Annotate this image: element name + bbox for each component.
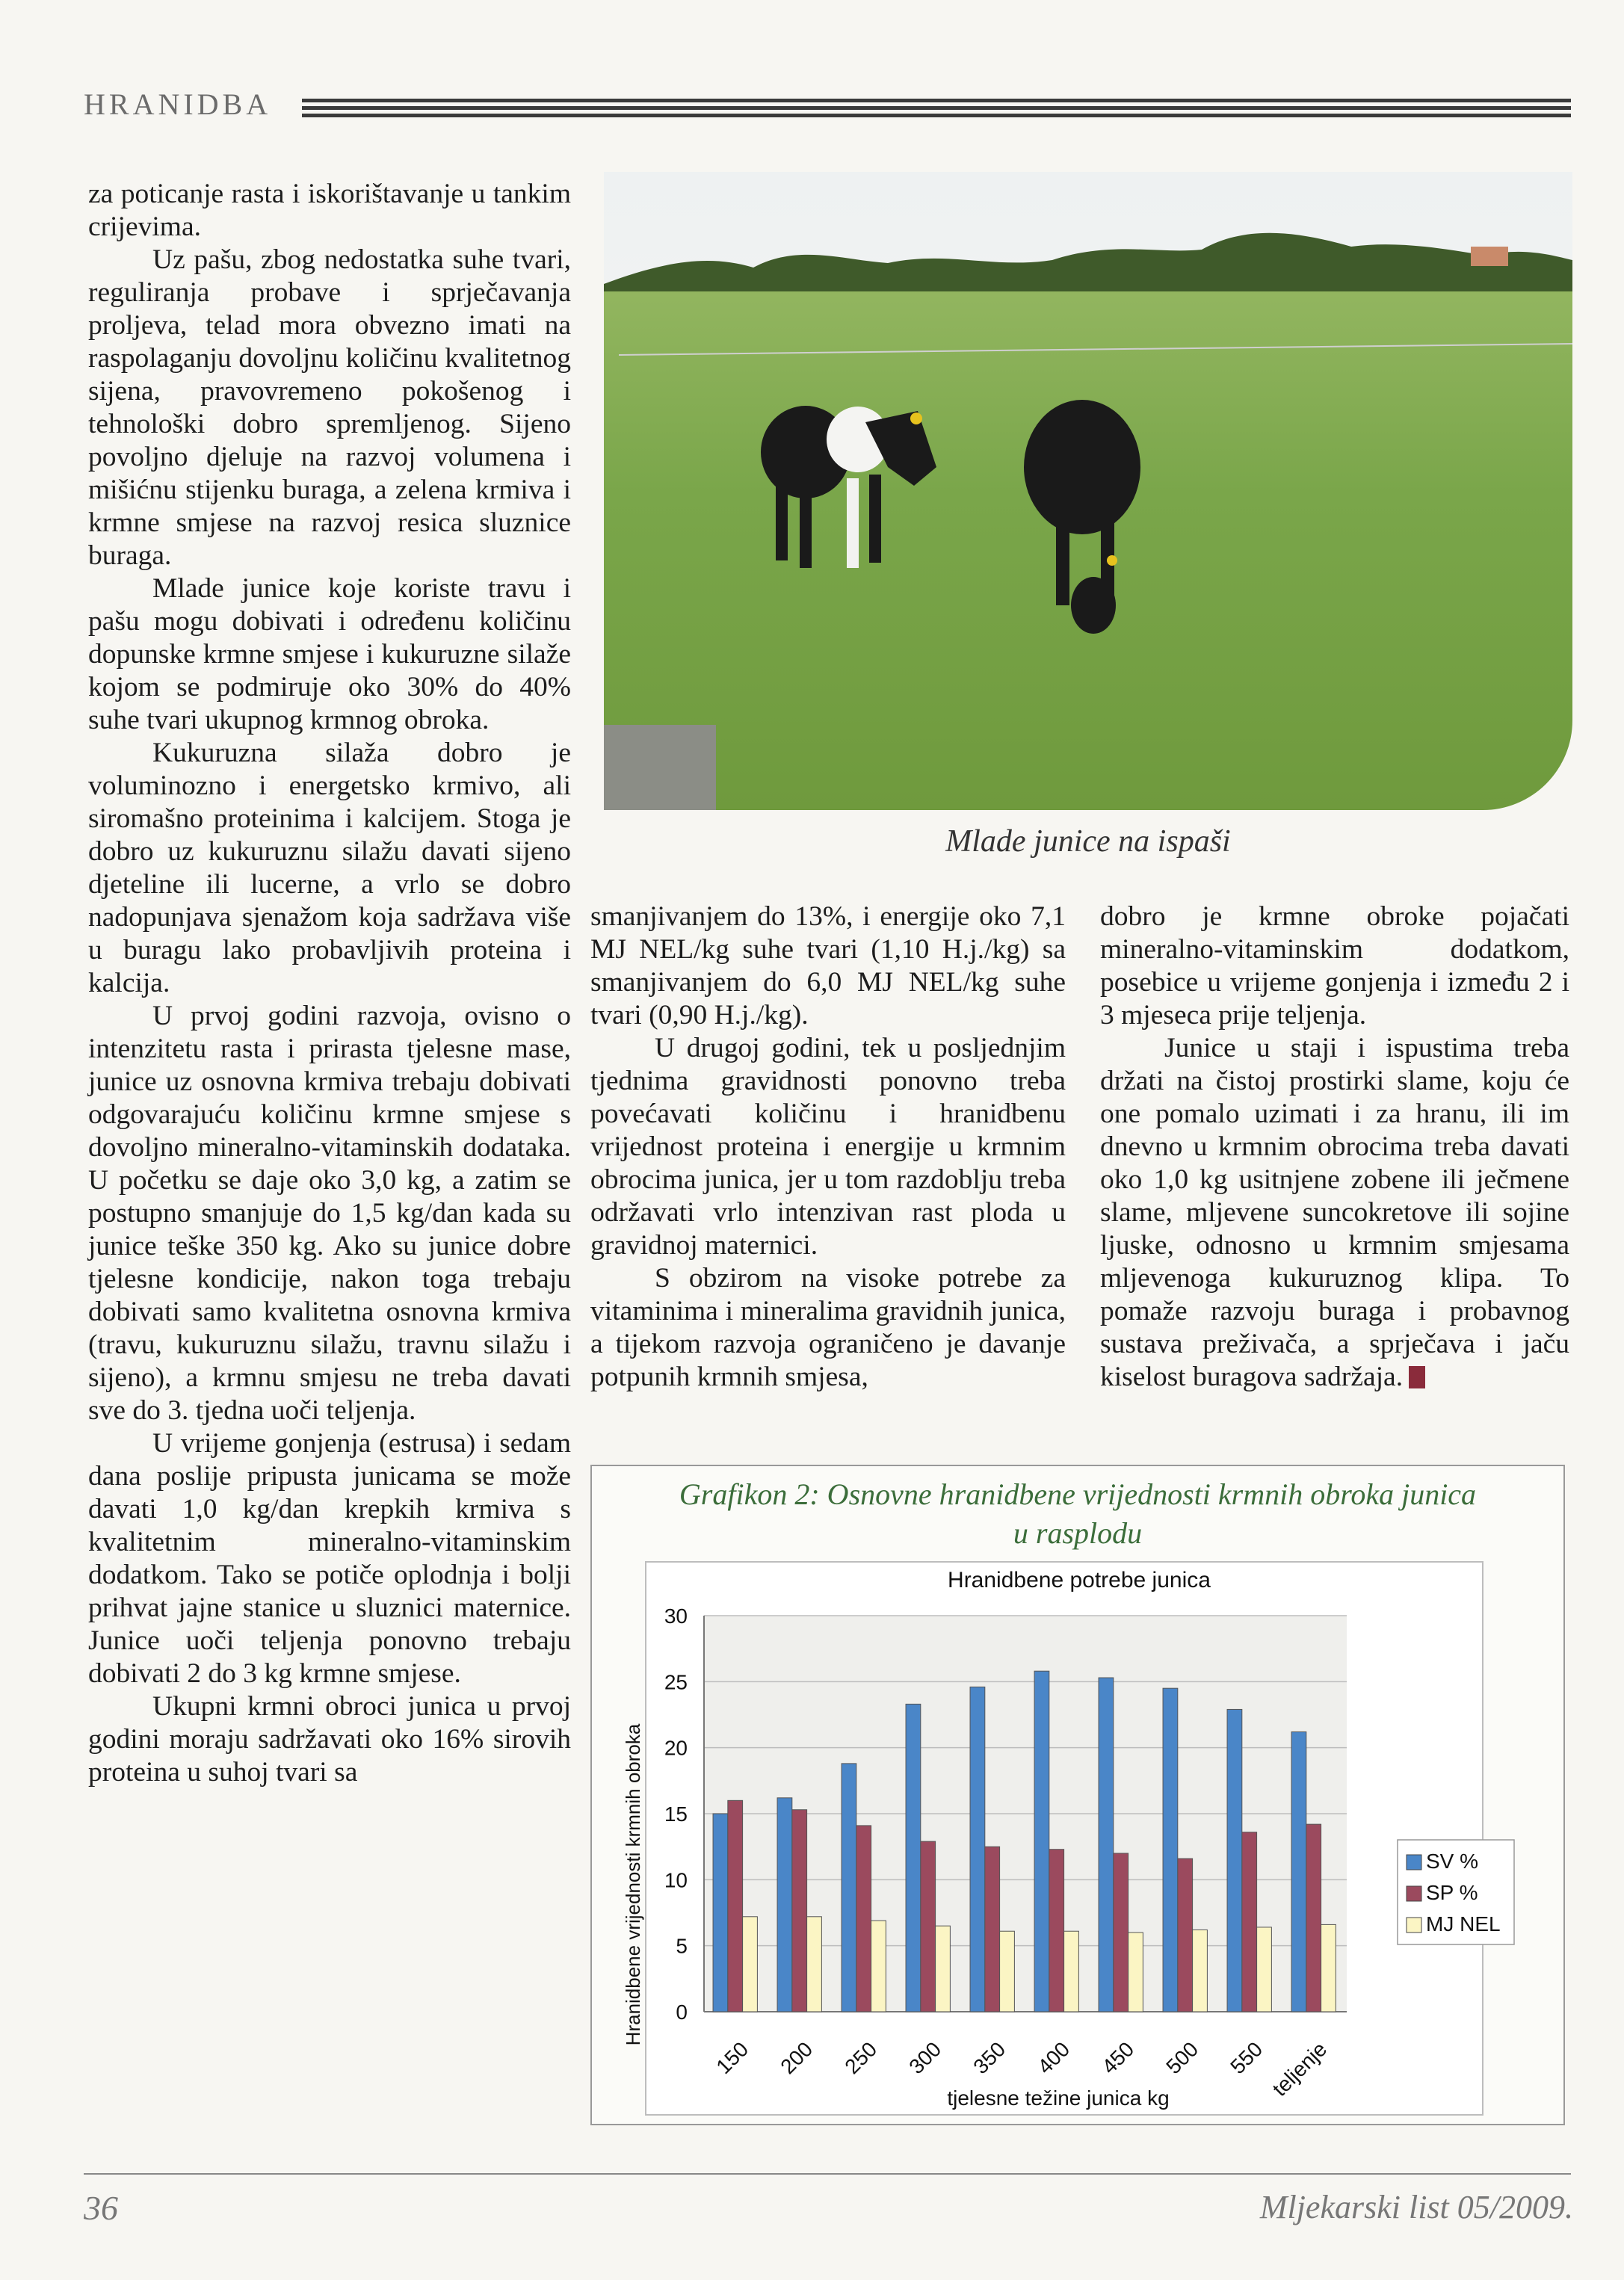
bar — [1227, 1709, 1242, 2012]
bar — [728, 1800, 743, 2012]
y-tick-label: 20 — [664, 1736, 688, 1760]
x-tick-label: teljenje — [1268, 2037, 1332, 2101]
bar — [1163, 1688, 1178, 2012]
bar — [1306, 1824, 1321, 2012]
bar — [792, 1810, 807, 2012]
paragraph: S obzirom na visoke potrebe za vitaminima i mineralima gravidnih junica, a tijekom razvoja ograničeno je davanje potpunih krmnih smjesa, — [590, 1263, 1066, 1392]
paragraph: smanjivanjem do 13%, i energije oko 7,1 MJ NEL/kg suhe tvari (1,10 H.j./kg) sa smanjivanjem do 6,0 MJ NEL/kg suhe tvari (0,90 H.j./kg). — [590, 901, 1066, 1031]
paragraph: dobro je krmne obroke pojačati mineralno-vitaminskim dodatkom, posebice u vrijeme gonjenja i između 2 i 3 mjeseca prije teljenja. — [1100, 901, 1569, 1031]
y-axis-label: Hranidbene vrijednosti krmnih obroka — [622, 1723, 644, 2046]
y-tick-label: 25 — [664, 1670, 688, 1694]
paragraph — [1100, 1032, 1569, 1394]
bar — [807, 1917, 822, 2012]
bar — [1257, 1927, 1272, 2012]
paragraph: za poticanje rasta i iskorištavanje u tankim crijevima. — [88, 179, 571, 242]
heifers-photo — [604, 172, 1572, 810]
text-column-3 — [1100, 900, 1569, 1394]
paragraph: Ukupni krmni obroci junica u prvoj godini moraju sadržavati oko 16% sirovih proteina u suhoj tvari sa — [88, 1691, 571, 1788]
bar — [1000, 1931, 1015, 2012]
text-column-1 — [88, 178, 571, 1789]
bar — [1193, 1930, 1208, 2012]
legend-label: SV % — [1426, 1850, 1479, 1873]
bar — [777, 1798, 792, 2012]
legend-swatch — [1407, 1855, 1421, 1870]
y-tick-label: 5 — [676, 1934, 688, 1958]
x-tick-label: 250 — [840, 2037, 882, 2079]
x-tick-label: 400 — [1033, 2037, 1075, 2079]
page-header — [84, 88, 1571, 121]
paragraph: U prvoj godini razvoja, ovisno o intenzitetu rasta i prirasta tjelesne mase, junice uz osnovna krmiva trebaju dobivati odgovarajuću količinu krmne smjese s dovoljno mineralno-vitaminskih dodataka. U početku se daje oko 3,0 kg, a zatim se postupno smanjuje do 1,5 kg/dan kada su junice teške 350 kg. Ako su junice dobre tjelesne kondicije, nakon toga trebaju dobivati samo kvalitetna osnovna krmiva (travu, kukuruznu silažu, travnu silažu i sijeno), a krmnu smjesu ne treba davati sve do 3. tjedna uoči teljenja. — [88, 1001, 571, 1426]
legend-label: SP % — [1426, 1881, 1478, 1904]
bar — [1099, 1678, 1114, 2012]
header-rule — [302, 99, 1571, 102]
bar-chart — [592, 1466, 1563, 2124]
bar — [713, 1814, 728, 2012]
legend-label: MJ NEL — [1426, 1912, 1501, 1935]
page-number: 36 — [84, 2189, 118, 2227]
bar — [743, 1917, 758, 2012]
chart-legend — [1398, 1840, 1514, 1944]
x-tick-label: 300 — [904, 2037, 946, 2079]
bar — [871, 1921, 886, 2012]
y-tick-label: 0 — [676, 2001, 688, 2024]
footer-rule — [84, 2173, 1571, 2175]
header-rule — [302, 106, 1571, 110]
bar — [1049, 1850, 1064, 2012]
x-tick-label: 450 — [1097, 2037, 1139, 2079]
paragraph-text: Junice u staji i ispustima treba držati na čistoj prostirki slame, koju će one pomalo uzimati i za hranu, ili im dnevno u krmnim obrocima treba davati oko 1,0 kg usitnjene zobene ili ječmene slame, mljevene suncokretove ili sojine ljuske, odnosno u krmnim smjesama mljevenoga kukuruznog klipa. To pomaže razvoju buraga i probavnog sustava preživača, a sprječava i jaču kiselost buragova sadržaja. — [1100, 1033, 1569, 1392]
bar — [1129, 1933, 1143, 2012]
bar — [842, 1764, 856, 2012]
paragraph: U vrijeme gonjenja (estrusa) i sedam dana poslije pripusta junicama se može davati 1,0 kg/dan krepkih krmiva s kvalitetnim mineralno-vitaminskim dodatkom. Tako se potiče oplodnja i bolji prihvat jajne stanice u sluznici maternice. Junice uoči teljenja ponovno trebaju dobivati 2 do 3 kg krmne smjese. — [88, 1428, 571, 1689]
paragraph: Mlade junice koje koriste travu i pašu mogu dobivati i određenu količinu dopunske krmne smjese i kukuruzne silaže kojom se podmiruje oko 30% do 40% suhe tvari ukupnog krmnog obroka. — [88, 573, 571, 735]
bar — [1291, 1731, 1306, 2012]
bar — [1114, 1853, 1129, 2012]
x-tick-label: 150 — [711, 2037, 753, 2079]
bar — [1064, 1931, 1079, 2012]
pasture-illustration — [604, 172, 1572, 810]
bar — [970, 1687, 985, 2012]
y-tick-label: 10 — [664, 1868, 688, 1892]
publication-name: Mljekarski list 05/2009. — [1259, 2189, 1573, 2225]
bar — [1242, 1832, 1257, 2012]
y-tick-label: 30 — [664, 1604, 688, 1628]
figure-title-line: u rasplodu — [1013, 1516, 1143, 1550]
paragraph: Kukuruzna silaža dobro je voluminozno i energetsko krmivo, ali siromašno proteinima i kalcijem. Stoga je dobro uz kukuruznu silažu davati sijeno djeteline ili lucerne, a vrlo se dobro nadopunjava sjenažom koja sadržava više u buragu lako probavljivih proteina i kalcija. — [88, 738, 571, 998]
bar — [1178, 1859, 1193, 2012]
x-tick-label: 350 — [969, 2037, 1010, 2079]
text-column-2 — [590, 900, 1066, 1394]
photo-caption: Mlade junice na ispaši — [945, 824, 1231, 859]
y-tick-label: 15 — [664, 1802, 688, 1826]
x-tick-label: 550 — [1226, 2037, 1268, 2079]
header-rule — [302, 114, 1571, 117]
chart-title: Hranidbene potrebe junica — [948, 1568, 1211, 1592]
paragraph: U drugoj godini, tek u posljednjim tjednima gravidnosti ponovno treba povećavati količinu i hranidbenu vrijednost proteina i energije u krmnim obrocima junica, jer u tom razdoblju treba održavati vrlo intenzivan rast ploda u gravidnoj maternici. — [590, 1033, 1066, 1261]
bar — [921, 1841, 936, 2012]
bar — [1321, 1924, 1336, 2012]
legend-swatch — [1407, 1918, 1421, 1933]
legend-swatch — [1407, 1886, 1421, 1901]
x-tick-label: 500 — [1161, 2037, 1203, 2079]
end-of-article-mark — [1409, 1366, 1425, 1388]
x-axis-label: tjelesne težine junica kg — [947, 2086, 1170, 2110]
bar — [856, 1826, 871, 2012]
section-title: HRANIDBA — [84, 87, 272, 121]
chart-figure — [590, 1465, 1565, 2125]
paragraph: Uz pašu, zbog nedostatka suhe tvari, reguliranja probave i sprječavanja proljeva, telad mora obvezno imati na raspolaganju dovoljnu količinu kvalitetnog sijena, pravovremeno pokošenog i tehnološki dobro spremljenog. Sijeno povoljno djeluje na razvoj volumena i mišićnu stijenku buraga, a zelena krmiva i krmne smjese na razvoj resica sluznice buraga. — [88, 244, 571, 571]
x-tick-label: 200 — [776, 2037, 818, 2079]
bar — [985, 1847, 1000, 2012]
figure-title-line: Grafikon 2: Osnovne hranidbene vrijednosti krmnih obroka junica — [679, 1477, 1477, 1511]
bar — [906, 1704, 921, 2012]
bar — [1034, 1671, 1049, 2012]
bar — [936, 1926, 951, 2012]
